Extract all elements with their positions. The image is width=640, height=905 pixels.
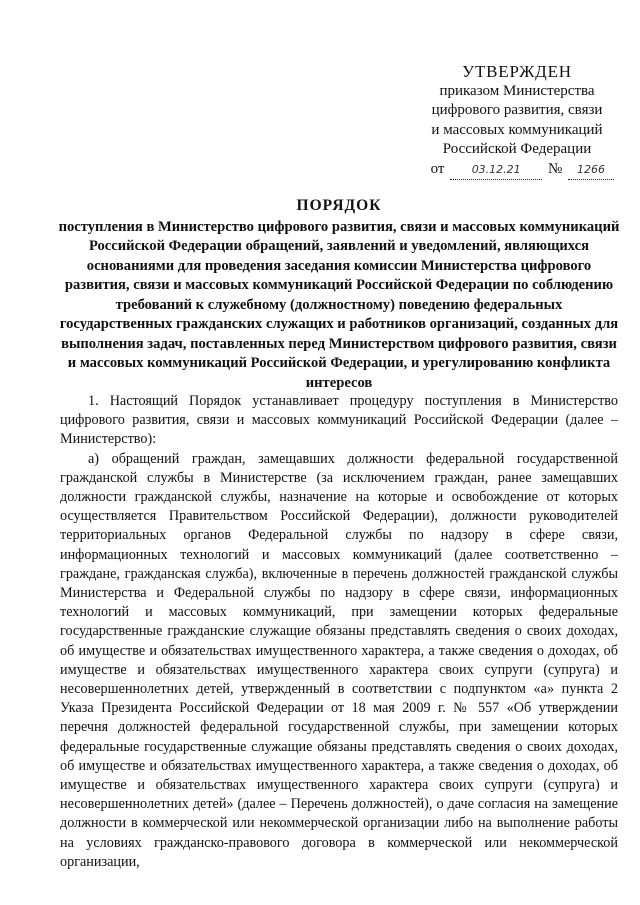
approval-heading: УТВЕРЖДЕН <box>462 62 572 81</box>
document-title-block <box>58 196 620 393</box>
document-body <box>60 392 618 872</box>
number-prefix: № <box>547 160 563 177</box>
approval-line: и массовых коммуникаций <box>431 121 603 138</box>
paragraph: 1. Настоящий Порядок устанавливает процедуру поступления в Министерство цифрового развития, связи и массовых коммуникаций Российской Федерации (далее – Министерство): <box>60 393 618 448</box>
approval-date-row <box>416 160 618 181</box>
document-subtitle: поступления в Министерство цифрового развития, связи и массовых коммуникаций Российской Федерации обращений, заявлений и уведомлений, являющихся основаниями для проведения заседания комиссии Министерства цифрового развития, связи и массовых коммуникаций Российской Федерации по соблюдению требований к служебному (должностному) поведению федеральных государственных гражданских служащих и работников организаций, созданных для выполнения задач, поставленных перед Министерством цифрового развития, связи и массовых коммуникаций Российской Федерации, и урегулированию конфликта интересов <box>58 218 620 391</box>
handwritten-date: 03.12.21 <box>450 160 542 181</box>
approval-line: Российской Федерации <box>442 141 592 157</box>
approval-line: цифрового развития, связи <box>431 102 603 118</box>
handwritten-number: 1266 <box>568 160 614 181</box>
date-prefix: от <box>430 160 445 177</box>
paragraph: а) обращений граждан, замещавших должности федеральной государственной гражданской службы в Министерстве (за исключением граждан, ранее замещавших должности гражданской службы, назначение на которые и освобождение от которых осуществляется Правительством Российской Федерации), должности руководителей территориальных органов Федеральной службы по надзору в сфере связи, информационных технологий и массовых коммуникаций (далее соответственно – гражданe, гражданская служба), включенные в перечень должностей гражданской службы Министерства и Федеральной службы по надзору в сфере связи, информационных технологий и массовых коммуникаций, при замещении которых федеральные государственные гражданские служащие обязаны представлять сведения о своих доходах, об имуществе и обязательствах имущественного характера, а также сведения о доходах, об имуществе и обязательствах имущественного характера своих супруги (супруга) и несовершеннолетних детей, утвержденный в соответствии с подпунктом «а» пункта 2 Указа Президента Российской Федерации от 18 мая 2009 г. № 557 «Об утверждении перечня должностей федеральной государственной службы, при замещении которых федеральные государственные служащие обязаны представлять сведения о своих доходах, об имуществе и обязательствах имущественного характера, а также сведения о доходах, об имуществе и обязательствах имущественного характера своих супруги (супруга) и несовершеннолетних детей» (далее – Перечень должностей), о даче согласия на замещение должности в коммерческой или некоммерческой организации либо на выполнение работы на условиях гражданско-правового договора в коммерческой или некоммерческой организации, <box>60 450 618 870</box>
document-title: ПОРЯДОК <box>296 197 382 214</box>
approval-line: приказом Министерства <box>439 82 595 99</box>
approval-stamp <box>416 62 618 180</box>
